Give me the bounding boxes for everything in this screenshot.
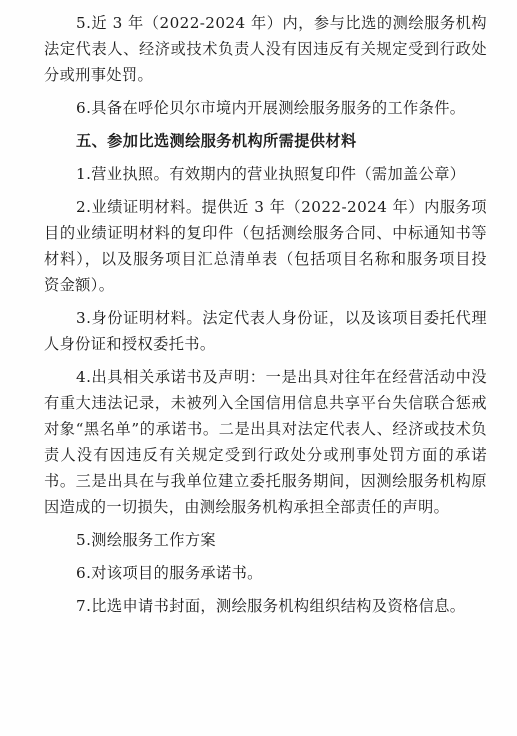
material-item-6: 6.对该项目的服务承诺书。 <box>76 564 263 582</box>
material-item-7: 7.比选申请书封面，测绘服务机构组织结构及资格信息。 <box>76 597 466 615</box>
material-item-4: 4.出具相关承诺书及声明：一是出具对往年在经营活动中没有重大违法记录，未被列入全国信用信息共享平台失信联合惩戒对象“黑名单”的承诺书。二是出具对法定代表人、经济或技术负责人没有因违反有关规定受到行政处分或刑事处罚方面的承诺书。三是出具在与我单位建立委托服务期间，因测绘服务机构原因造成的一切损失，由测绘服务机构承担全部责任的声明。 <box>44 368 487 516</box>
material-item-3: 3.身份证明材料。法定代表人身份证，以及该项目委托代理人身份证和授权委托书。 <box>44 309 487 353</box>
material-item-5: 5.测绘服务工作方案 <box>76 531 216 549</box>
requirement-item-5: 5.近 3 年（2022-2024 年）内，参与比选的测绘服务机构法定代表人、经济或技术负责人没有因违反有关规定受到行政处分或刑事处罚。 <box>44 14 487 84</box>
material-item-2: 2.业绩证明材料。提供近 3 年（2022-2024 年）内服务项目的业绩证明材料的复印件（包括测绘服务合同、中标通知书等材料），以及服务项目汇总清单表（包括项目名称和服务项目投资金额）。 <box>44 198 487 294</box>
material-item-1: 1.营业执照。有效期内的营业执照复印件（需加盖公章） <box>76 165 466 183</box>
section-heading: 五、参加比选测绘服务机构所需提供材料 <box>76 132 357 150</box>
requirement-item-6: 6.具备在呼伦贝尔市境内开展测绘服务服务的工作条件。 <box>76 99 466 117</box>
